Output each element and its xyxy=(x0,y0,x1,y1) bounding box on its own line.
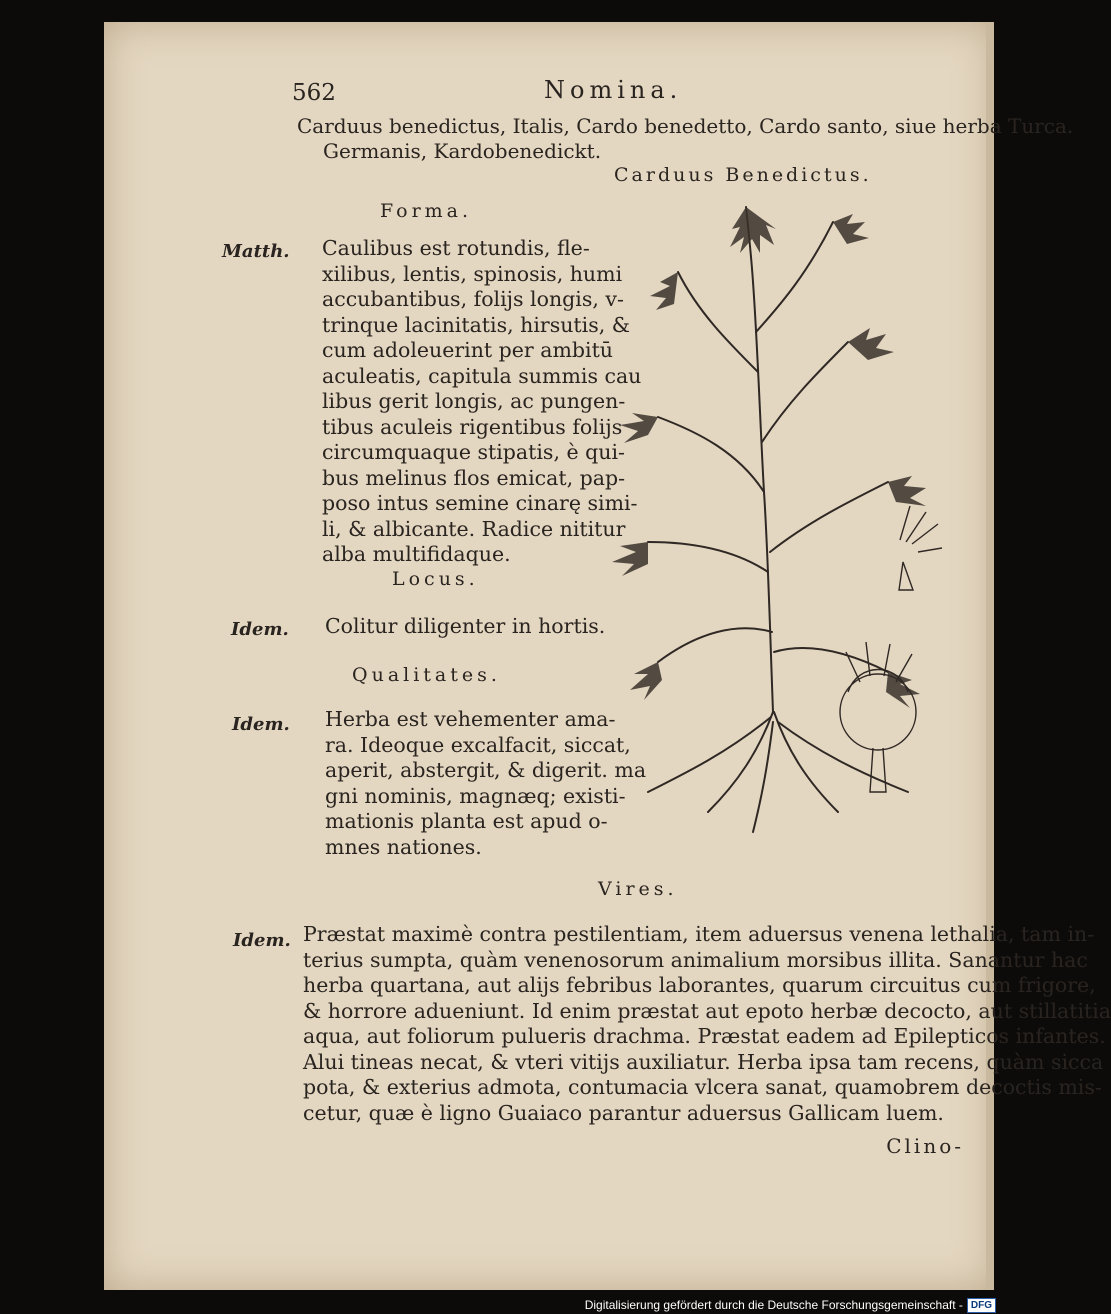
main-stem xyxy=(746,207,773,712)
text-line: trinque lacinitatis, hirsutis, & xyxy=(322,312,631,337)
text-line: Alui tineas necat, & vteri vitijs auxiliatur. Herba ipsa tam recens, quàm sicca xyxy=(303,1049,1104,1074)
text-line: tibus aculeis rigentibus folijs xyxy=(322,414,623,439)
digitization-footer xyxy=(585,1296,996,1314)
text-line: aperit, abstergit, & digerit. ma xyxy=(325,758,647,782)
text-line: cetur, quæ è ligno Guaiaco parantur aduersus Gallicam luem. xyxy=(303,1100,944,1125)
text-line: aculeatis, capitula summis cau xyxy=(322,363,642,388)
text-line: pota, & exterius admota, contumacia vlcera sanat, quamobrem decoctis mis- xyxy=(303,1075,1102,1099)
text-line: herba quartana, aut alijs febribus laborantes, quarum circuitus cum frigore, xyxy=(303,973,1096,997)
text-line: ra. Ideoque excalfacit, siccat, xyxy=(325,732,631,757)
entry-title-line1: Carduus benedictus, Italis, Cardo benedetto, Cardo santo, siue herba Turca. xyxy=(297,114,1074,138)
text-line: gni nominis, magnæq; existi- xyxy=(325,783,626,808)
dfg-logo: DFG xyxy=(967,1298,996,1313)
vires-paragraph xyxy=(303,922,1111,1126)
running-head: Nomina. xyxy=(544,76,683,104)
footer-text: Digitalisierung gefördert durch die Deutsche Forschungsgemeinschaft - xyxy=(584,1298,963,1312)
text-line: Herba est vehementer ama- xyxy=(325,707,616,731)
text-line: circumquaque stipatis, è qui- xyxy=(322,440,625,464)
forma-margin-note: Matth. xyxy=(222,241,290,262)
text-line: Caulibus est rotundis, fle- xyxy=(322,236,590,260)
page-number: 562 xyxy=(292,80,336,106)
forma-heading: Forma. xyxy=(380,200,473,222)
entry-title-line2: Germanis, Kardobenedickt. xyxy=(323,139,602,163)
catchword: Clino- xyxy=(886,1134,964,1158)
text-line: aqua, aut foliorum pulueris drachma. Præstat eadem ad Epilepticos infantes. xyxy=(303,1024,1106,1048)
figure-title: Carduus Benedictus. xyxy=(614,164,872,186)
locus-paragraph xyxy=(325,614,605,640)
text-line: Præstat maximè contra pestilentiam, item aduersus venena lethalia, tam in- xyxy=(303,922,1095,946)
text-line: terius sumpta, quàm venenosorum animalium morsibus illita. Sanantur hac xyxy=(303,947,1088,972)
vires-margin-note: Idem. xyxy=(233,930,291,951)
text-line: poso intus semine cinarę simi- xyxy=(322,491,638,515)
carduus-woodcut-illustration xyxy=(588,192,968,842)
text-line: accubantibus, folijs longis, v- xyxy=(322,287,624,311)
text-line: Colitur diligenter in hortis. xyxy=(325,614,606,638)
qualitates-margin-note: Idem. xyxy=(232,714,290,735)
text-line: libus gerit longis, ac pungen- xyxy=(322,389,626,413)
vires-heading: Vires. xyxy=(598,878,678,900)
text-line: & horrore adueniunt. Id enim præstat aut epoto herbæ decocto, aut stillatitia xyxy=(303,998,1111,1023)
text-line: mnes nationes. xyxy=(325,834,482,859)
locus-heading: Locus. xyxy=(392,568,479,590)
text-line: mationis planta est apud o- xyxy=(325,809,608,833)
text-line: alba multifidaque. xyxy=(322,542,511,566)
text-line: li, & albicante. Radice nititur xyxy=(322,516,626,541)
text-line: xilibus, lentis, spinosis, humi xyxy=(322,261,623,286)
qualitates-heading: Qualitates. xyxy=(352,664,501,686)
text-line: cum adoleuerint per ambitū xyxy=(322,338,614,362)
locus-margin-note: Idem. xyxy=(231,619,289,640)
text-line: bus melinus flos emicat, pap- xyxy=(322,465,626,490)
